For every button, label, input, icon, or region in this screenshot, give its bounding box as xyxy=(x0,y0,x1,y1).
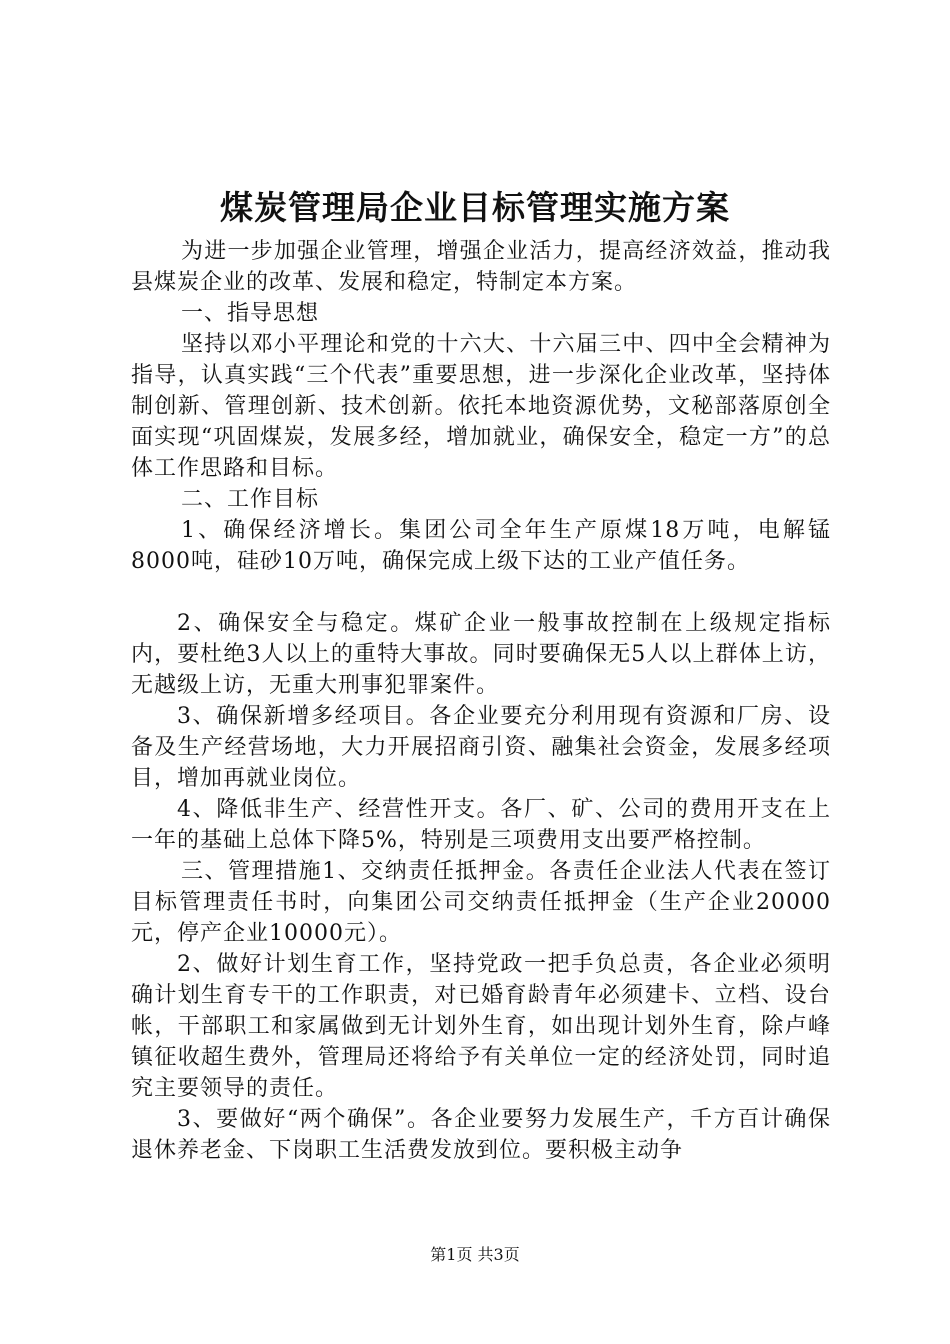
paragraph-measure-3: 3、要做好“两个确保”。各企业要努力发展生产，千方百计确保退休养老金、下岗职工生活费发放到位。要积极主动争 xyxy=(131,1107,831,1163)
document-title: 煤炭管理局企业目标管理实施方案 xyxy=(220,188,730,227)
paragraph-goal-3: 3、确保新增多经项目。各企业要充分利用现有资源和厂房、设备及生产经营场地，大力开展招商引资、融集社会资金，发展多经项目，增加再就业岗位。 xyxy=(131,704,831,791)
paragraph-measure-2: 2、做好计划生育工作，坚持党政一把手负总责，各企业必须明确计划生育专干的工作职责，对已婚育龄青年必须建卡、立档、设台帐，干部职工和家属做到无计划外生育，如出现计划外生育，除卢峰镇征收超生费外，管理局还将给予有关单位一定的经济处罚，同时追究主要领导的责任。 xyxy=(131,952,831,1101)
paragraph-guiding-ideology: 坚持以邓小平理论和党的十六大、十六届三中、四中全会精神为指导，认真实践“三个代表”重要思想，进一步深化企业改革，坚持体制创新、管理创新、技术创新。依托本地资源优势，文秘部落原创全面实现“巩固煤炭，发展多经，增加就业，确保安全，稳定一方”的总体工作思路和目标。 xyxy=(131,332,831,481)
paragraph-goal-2: 2、确保安全与稳定。煤矿企业一般事故控制在上级规定指标内，要杜绝3人以上的重特大事故。同时要确保无5人以上群体上访，无越级上访，无重大刑事犯罪案件。 xyxy=(131,611,831,698)
paragraph-goal-1: 1、确保经济增长。集团公司全年生产原煤18万吨，电解锰8000吨，硅砂10万吨，确保完成上级下达的工业产值任务。 xyxy=(131,518,831,574)
document-body xyxy=(131,236,831,1166)
heading-work-goals: 二、工作目标 xyxy=(181,487,320,512)
paragraph-measure-1: 三、管理措施1、交纳责任抵押金。各责任企业法人代表在签订目标管理责任书时，向集团公司交纳责任抵押金（生产企业20000元，停产企业10000元）。 xyxy=(131,859,831,946)
heading-guiding-ideology: 一、指导思想 xyxy=(181,301,320,326)
paragraph-goal-4: 4、降低非生产、经营性开支。各厂、矿、公司的费用开支在上一年的基础上总体下降5%，特别是三项费用支出要严格控制。 xyxy=(131,797,831,853)
paragraph-intro: 为进一步加强企业管理，增强企业活力，提高经济效益，推动我县煤炭企业的改革、发展和稳定，特制定本方案。 xyxy=(131,239,831,295)
page-footer: 第1页 共3页 xyxy=(430,1245,520,1264)
